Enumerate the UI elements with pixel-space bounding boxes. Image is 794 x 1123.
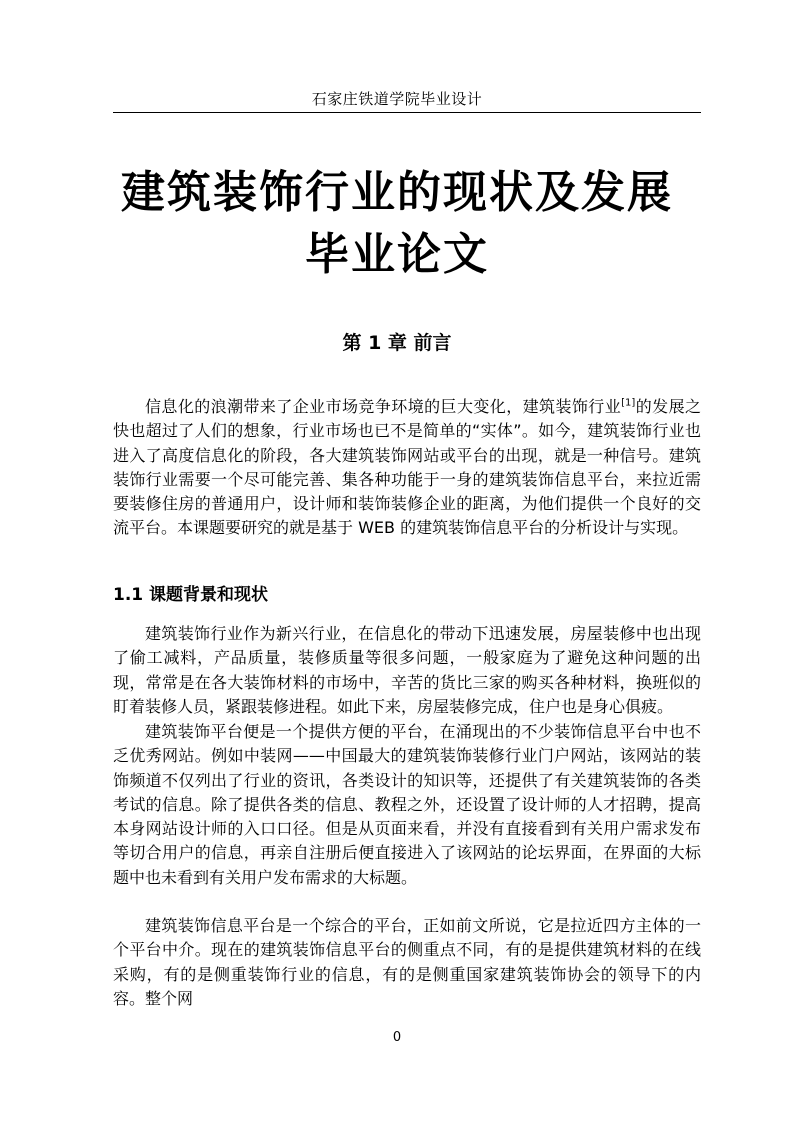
running-header: 石家庄铁道学院毕业设计 [311, 90, 483, 108]
title-line-2: 毕业论文 [305, 229, 489, 280]
intro-text-rest: 的发展之快也超过了人们的想象，行业市场也已不是简单的“实体”。如今，建筑装饰行业也进入了高度信息化的阶段，各大建筑装饰网站或平台的出现，就是一种信号。建筑装饰行业需要一个尽可能完善、集各种功能于一身的建筑装饰信息平台，来拉近需要装修住房的普通用户，设计师和装饰装修企业的距离，为他们提供一个良好的交流平台。本课题要研究的就是基于 WEB 的建筑装饰信息平台的分析设计与实现。 [113, 397, 701, 538]
section-heading: 1.1 课题背景和现状 [113, 585, 269, 605]
section-paragraph-3: 建筑装饰信息平台是一个综合的平台，正如前文所说，它是拉近四方主体的一个平台中介。现在的建筑装饰信息平台的侧重点不同，有的是提供建筑材料的在线采购，有的是侧重装饰行业的信息，有的是侧重国家建筑装饰协会的领导下的内容。整个网 [113, 916, 701, 1008]
section-paragraph-1: 建筑装饰行业作为新兴行业，在信息化的带动下迅速发展，房屋装修中也出现了偷工减料，产品质量，装修质量等很多问题，一般家庭为了避免这种问题的出现，常常是在各大装饰材料的市场中，辛苦的货比三家的购买各种材料，换班似的盯着装修人员，紧跟装修进程。如此下来，房屋装修完成，住户也是身心俱疲。 [113, 624, 701, 716]
page-number: 0 [392, 1030, 402, 1045]
chapter-heading: 第 1 章 前言 [342, 332, 452, 354]
title-line-1: 建筑装饰行业的现状及发展 [121, 167, 673, 218]
header-rule [113, 112, 701, 113]
document-title [0, 162, 794, 286]
intro-text-start: 信息化的浪潮带来了企业市场竞争环境的巨大变化，建筑装饰行业 [145, 397, 622, 416]
section-paragraph-2: 建筑装饰平台便是一个提供方便的平台，在涌现出的不少装饰信息平台中也不乏优秀网站。例如中装网——中国最大的建筑装饰装修行业门户网站，该网站的装饰频道不仅列出了行业的资讯，各类设计的知识等，还提供了有关建筑装饰的各类考试的信息。除了提供各类的信息、教程之外，还设置了设计师的人才招聘，提高本身网站设计师的入口口径。但是从页面来看，并没有直接看到有关用户需求发布等切合用户的信息，再亲自注册后便直接进入了该网站的论坛界面，在界面的大标题中也未看到有关用户发布需求的大标题。 [113, 722, 701, 887]
citation-ref: [1] [621, 397, 636, 409]
intro-paragraph [113, 395, 701, 541]
